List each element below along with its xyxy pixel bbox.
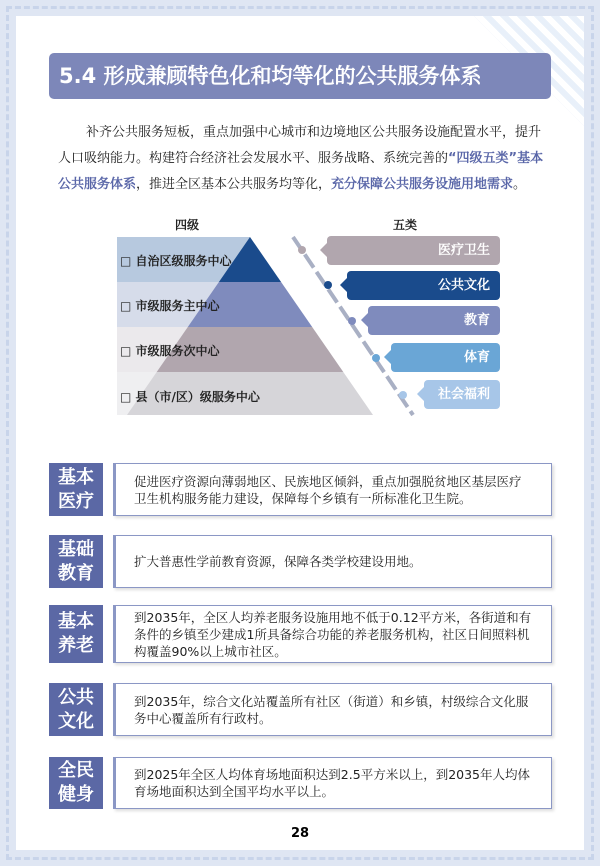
card-tag: 基本养老 xyxy=(49,605,103,663)
level-label: □ 县（市/区）级服务中心 xyxy=(120,390,260,404)
type-box-education: 教育 xyxy=(368,306,500,335)
section-title: 5.4 形成兼顾特色化和均等化的公共服务体系 xyxy=(49,53,551,99)
type-box-culture: 公共文化 xyxy=(347,271,500,300)
level-label: □ 市级服务次中心 xyxy=(120,344,220,358)
levels-title: 四级 xyxy=(175,218,200,232)
intro-highlight: “四级五类”基本公共服务体系 xyxy=(58,151,544,192)
card-healthcare xyxy=(49,463,552,516)
card-tag: 基础教育 xyxy=(49,535,103,588)
card-text: 到2025年全区人均体育场地面积达到2.5平方米以上，到2035年人均体育场地面积达到全国平均水平以上。 xyxy=(113,757,552,809)
intro-text: ，推进全区基本公共服务均等化， xyxy=(136,177,332,192)
intro-highlight: 充分保障公共服务设施用地需求 xyxy=(331,177,514,192)
card-tag: 全民健身 xyxy=(49,757,103,809)
card-tag: 公共文化 xyxy=(49,683,103,736)
card-fitness xyxy=(49,757,552,809)
page-number: 28 xyxy=(290,826,310,841)
card-text: 到2035年，全区人均养老服务设施用地不低于0.12平方米，各街道和有条件的乡镇至少建成1所具备综合功能的养老服务机构，社区日间照料机构覆盖90%以上城市社区。 xyxy=(113,605,552,663)
card-elderly-care xyxy=(49,605,552,663)
intro-text: 补齐公共服务短板，重点加强中心城市和边境地区公共服务设施配置水平，提升人口吸纳能力。构建符合经济社会发展水平、服务战略、系统完善的 xyxy=(58,125,542,166)
timeline-dot xyxy=(399,391,407,399)
timeline-dot xyxy=(372,354,380,362)
card-tag: 基本医疗 xyxy=(49,463,103,516)
level-label: □ 市级服务主中心 xyxy=(120,299,220,313)
level-label: □ 自治区级服务中心 xyxy=(120,254,232,268)
type-box-healthcare: 医疗卫生 xyxy=(327,236,500,265)
timeline-dot xyxy=(298,246,306,254)
four-level-five-type-diagram xyxy=(0,0,600,430)
type-box-welfare: 社会福利 xyxy=(424,380,500,409)
card-culture xyxy=(49,683,552,736)
card-text: 到2035年，综合文化站覆盖所有社区（街道）和乡镇，村级综合文化服务中心覆盖所有行政村。 xyxy=(113,683,552,736)
card-text: 扩大普惠性学前教育资源，保障各类学校建设用地。 xyxy=(113,535,552,588)
timeline-dot xyxy=(324,281,332,289)
type-box-sports: 体育 xyxy=(391,343,500,372)
card-education xyxy=(49,535,552,588)
intro-text: 。 xyxy=(513,177,527,192)
card-text: 促进医疗资源向薄弱地区、民族地区倾斜，重点加强脱贫地区基层医疗卫生机构服务能力建设，保障每个乡镇有一所标准化卫生院。 xyxy=(113,463,552,516)
timeline-dot xyxy=(348,317,356,325)
types-title: 五类 xyxy=(393,218,418,232)
